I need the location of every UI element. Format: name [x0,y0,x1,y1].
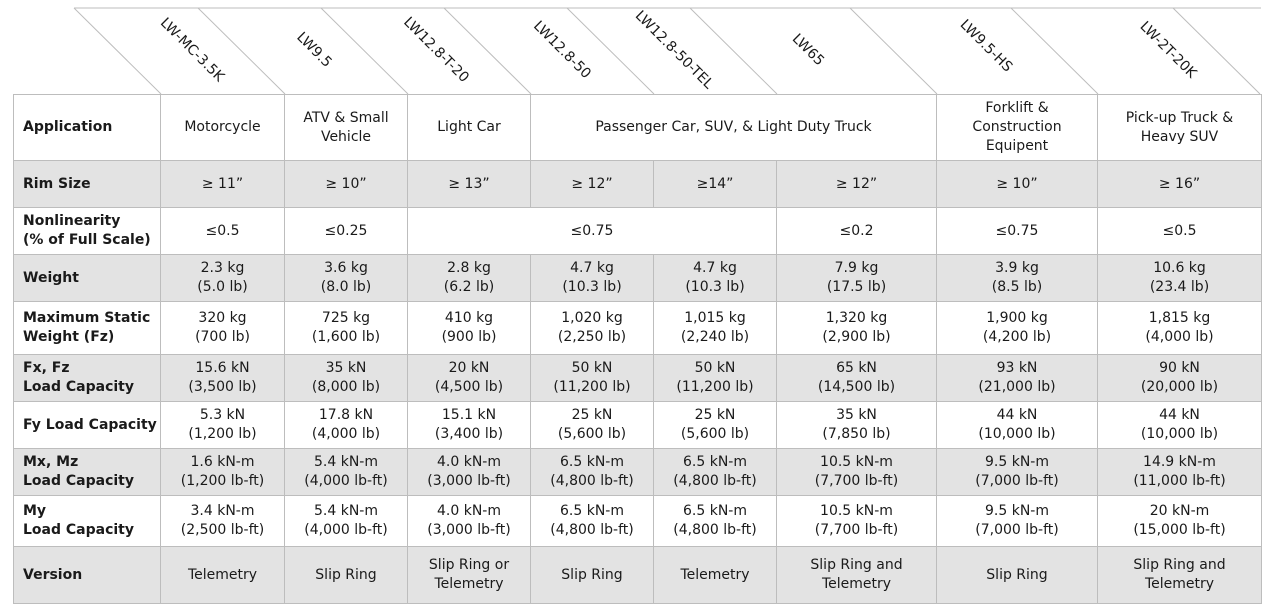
spec-cell: 44 kN (10,000 lb) [937,402,1098,449]
spec-cell: 3.4 kN-m (2,500 lb-ft) [161,496,285,547]
spec-cell: 6.5 kN-m (4,800 lb-ft) [531,449,654,496]
spec-cell: 9.5 kN-m (7,000 lb-ft) [937,449,1098,496]
spec-cell: 7.9 kg (17.5 lb) [777,255,937,302]
spec-cell: ≥ 10” [937,161,1098,208]
model-header-label: LW-MC-3.5K [156,14,228,86]
spec-cell: ≥ 10” [285,161,408,208]
spec-cell: Telemetry [654,547,777,604]
row-label: My Load Capacity [14,496,161,547]
row-version [14,547,1262,604]
spec-cell: Motorcycle [161,95,285,161]
spec-cell: Forklift & Construction Equipent [937,95,1098,161]
spec-cell: 35 kN (8,000 lb) [285,355,408,402]
row-fx-fz [14,355,1262,402]
row-label: Maximum Static Weight (Fz) [14,302,161,355]
spec-cell: 10.5 kN-m (7,700 lb-ft) [777,496,937,547]
model-header-label: LW12.8-50-TEL [631,7,717,93]
spec-cell: 50 kN (11,200 lb) [531,355,654,402]
spec-cell: 35 kN (7,850 lb) [777,402,937,449]
row-mx-mz [14,449,1262,496]
specifications-table [13,94,1262,604]
spec-cell: 725 kg (1,600 lb) [285,302,408,355]
spec-cell: 10.5 kN-m (7,700 lb-ft) [777,449,937,496]
spec-cell: Slip Ring [937,547,1098,604]
row-rim-size [14,161,1262,208]
spec-cell: Light Car [408,95,531,161]
spec-cell: Pick-up Truck & Heavy SUV [1098,95,1262,161]
spec-cell: ≤0.75 [408,208,777,255]
row-max-static-weight [14,302,1262,355]
row-label: Nonlinearity (% of Full Scale) [14,208,161,255]
row-label: Fy Load Capacity [14,402,161,449]
model-header [0,0,1270,95]
spec-cell: ATV & Small Vehicle [285,95,408,161]
row-label: Application [14,95,161,161]
spec-cell: ≤0.5 [1098,208,1262,255]
row-weight [14,255,1262,302]
spec-cell: 4.0 kN-m (3,000 lb-ft) [408,496,531,547]
spec-cell: 2.8 kg (6.2 lb) [408,255,531,302]
spec-cell: Slip Ring [285,547,408,604]
model-header-label: LW-2T-20K [1136,18,1200,82]
spec-cell: 1.6 kN-m (1,200 lb-ft) [161,449,285,496]
spec-cell: 1,015 kg (2,240 lb) [654,302,777,355]
spec-cell: 25 kN (5,600 lb) [654,402,777,449]
spec-cell: 90 kN (20,000 lb) [1098,355,1262,402]
model-header-label: LW12.8-50 [530,18,594,82]
row-application [14,95,1262,161]
spec-cell: 4.7 kg (10.3 lb) [654,255,777,302]
spec-cell: 4.7 kg (10.3 lb) [531,255,654,302]
spec-cell: ≤0.5 [161,208,285,255]
row-label: Weight [14,255,161,302]
spec-cell: 5.4 kN-m (4,000 lb-ft) [285,449,408,496]
row-label: Fx, Fz Load Capacity [14,355,161,402]
spec-cell: 5.3 kN (1,200 lb) [161,402,285,449]
spec-cell: 20 kN-m (15,000 lb-ft) [1098,496,1262,547]
spec-cell: 1,020 kg (2,250 lb) [531,302,654,355]
spec-cell: ≤0.2 [777,208,937,255]
spec-cell: 3.6 kg (8.0 lb) [285,255,408,302]
spec-cell: 1,815 kg (4,000 lb) [1098,302,1262,355]
spec-cell: Slip Ring and Telemetry [777,547,937,604]
spec-cell: Telemetry [161,547,285,604]
spec-cell: 10.6 kg (23.4 lb) [1098,255,1262,302]
spec-cell: ≥ 13” [408,161,531,208]
spec-cell: ≥ 16” [1098,161,1262,208]
spec-cell: 20 kN (4,500 lb) [408,355,531,402]
spec-cell: 65 kN (14,500 lb) [777,355,937,402]
spec-cell: 9.5 kN-m (7,000 lb-ft) [937,496,1098,547]
model-header-label: LW65 [788,30,828,70]
spec-cell: ≥14” [654,161,777,208]
row-label: Version [14,547,161,604]
spec-cell: Slip Ring or Telemetry [408,547,531,604]
spec-cell: Slip Ring [531,547,654,604]
spec-cell: 1,900 kg (4,200 lb) [937,302,1098,355]
spec-cell: 25 kN (5,600 lb) [531,402,654,449]
row-label: Rim Size [14,161,161,208]
row-label: Mx, Mz Load Capacity [14,449,161,496]
spec-cell: 6.5 kN-m (4,800 lb-ft) [654,496,777,547]
spec-cell: ≥ 11” [161,161,285,208]
spec-cell: 93 kN (21,000 lb) [937,355,1098,402]
row-fy [14,402,1262,449]
spec-cell: 50 kN (11,200 lb) [654,355,777,402]
spec-cell: 5.4 kN-m (4,000 lb-ft) [285,496,408,547]
spec-cell: 410 kg (900 lb) [408,302,531,355]
spec-cell: ≥ 12” [777,161,937,208]
spec-cell: 4.0 kN-m (3,000 lb-ft) [408,449,531,496]
model-header-label: LW9.5-HS [956,16,1016,76]
spec-cell: Slip Ring and Telemetry [1098,547,1262,604]
spec-cell: 17.8 kN (4,000 lb) [285,402,408,449]
spec-cell: 2.3 kg (5.0 lb) [161,255,285,302]
spec-cell: 15.6 kN (3,500 lb) [161,355,285,402]
spec-cell: Passenger Car, SUV, & Light Duty Truck [531,95,937,161]
spec-cell: 1,320 kg (2,900 lb) [777,302,937,355]
row-my [14,496,1262,547]
spec-cell: ≥ 12” [531,161,654,208]
spec-cell: 6.5 kN-m (4,800 lb-ft) [531,496,654,547]
spec-cell: 15.1 kN (3,400 lb) [408,402,531,449]
spec-cell: ≤0.75 [937,208,1098,255]
spec-cell: 44 kN (10,000 lb) [1098,402,1262,449]
spec-cell: ≤0.25 [285,208,408,255]
spec-cell: 6.5 kN-m (4,800 lb-ft) [654,449,777,496]
spec-cell: 14.9 kN-m (11,000 lb-ft) [1098,449,1262,496]
model-header-label: LW9.5 [293,29,335,71]
row-nonlinearity [14,208,1262,255]
spec-cell: 320 kg (700 lb) [161,302,285,355]
spec-cell: 3.9 kg (8.5 lb) [937,255,1098,302]
model-header-label: LW12.8-T-20 [400,14,472,86]
